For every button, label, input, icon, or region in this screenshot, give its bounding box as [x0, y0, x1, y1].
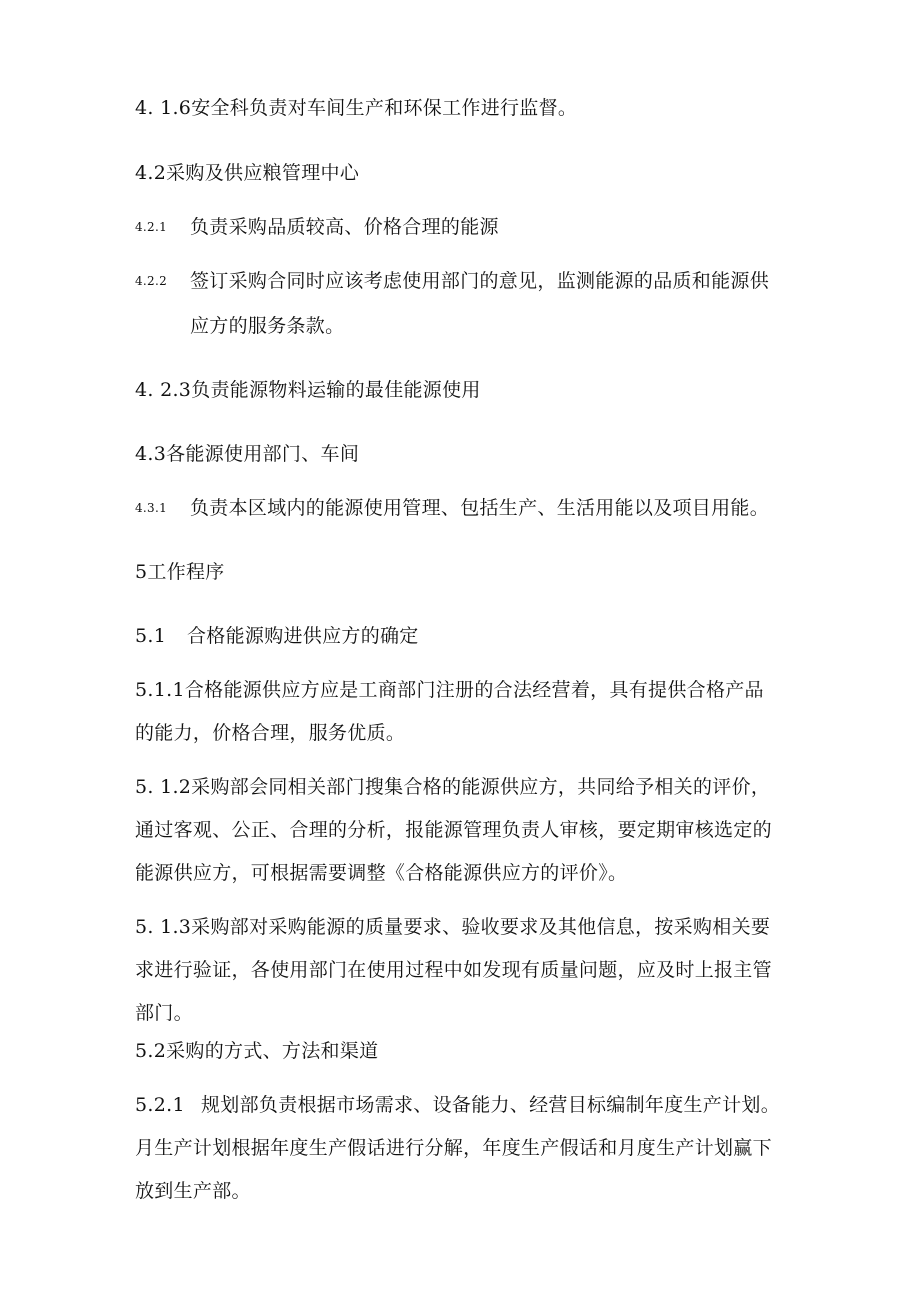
- heading-5: 5工作程序: [135, 561, 225, 583]
- heading-4-3: 4.3各能源使用部门、车间: [135, 443, 360, 465]
- section-number: 5.1: [135, 625, 167, 647]
- paragraph-text: 安全科负责对车间生产和环保工作进行监督。: [191, 97, 578, 119]
- heading-5-2: 5.2采购的方式、方法和渠道: [135, 1040, 379, 1062]
- paragraph-text: 负责采购品质较高、价格合理的能源: [190, 216, 499, 238]
- paragraph-text: 负责本区域内的能源使用管理、包括生产、生活用能以及项目用能。: [190, 497, 770, 519]
- paragraph-5-2-1-line2: 月生产计划根据年度生产假话进行分解，年度生产假话和月度生产计划赢下: [135, 1137, 772, 1159]
- section-number: 4.3.1: [135, 501, 168, 515]
- section-number: 4. 2.3: [135, 379, 192, 401]
- paragraph-4-2-3: [135, 379, 481, 401]
- paragraph-5-2-1-line1: [135, 1094, 780, 1116]
- paragraph-4-2-2-line2: 应方的服务条款。: [190, 315, 345, 337]
- paragraph-5-1-2-line1: 5. 1.2采购部会同相关部门搜集合格的能源供应方，共同给予相关的评价，: [135, 776, 771, 798]
- section-number: 4. 1.6: [135, 97, 192, 119]
- paragraph-5-1-2-line2: 通过客观、公正、合理的分析，报能源管理负责人审核，要定期审核选定的: [135, 819, 772, 841]
- paragraph-4-3-1: [135, 497, 769, 519]
- paragraph-5-1-3-line2: 求进行验证，各使用部门在使用过程中如发现有质量问题，应及时上报主管: [135, 959, 772, 981]
- paragraph-text: 规划部负责根据市场需求、设备能力、经营目标编制年度生产计划。: [201, 1094, 781, 1116]
- paragraph-5-1: [135, 625, 419, 647]
- paragraph-5-1-3-line3: 部门。: [135, 1002, 193, 1024]
- paragraph-5-1-3-line1: 5. 1.3采购部对采购能源的质量要求、验收要求及其他信息，按采购相关要: [135, 916, 771, 938]
- paragraph-text: 签订采购合同时应该考虑使用部门的意见，监测能源的品质和能源供: [190, 270, 770, 292]
- paragraph-text: 负责能源物料运输的最佳能源使用: [191, 379, 481, 401]
- section-number: 5.2.1: [135, 1094, 185, 1116]
- paragraph-4-2-1: [135, 216, 499, 238]
- paragraph-5-1-2-line3: 能源供应方，可根据需要调整《合格能源供应方的评价》。: [135, 862, 628, 884]
- paragraph-5-1-1-line1: 5.1.1合格能源供应方应是工商部门注册的合法经营着，具有提供合格产品: [135, 679, 764, 701]
- heading-4-2: 4.2采购及供应粮管理中心: [135, 162, 360, 184]
- paragraph-5-1-1-line2: 的能力，价格合理，服务优质。: [135, 722, 406, 744]
- paragraph-text: 合格能源购进供应方的确定: [187, 625, 419, 647]
- section-number: 4.2.2: [135, 274, 168, 288]
- paragraph-4-1-6: [135, 97, 577, 119]
- section-number: 4.2.1: [135, 220, 168, 234]
- paragraph-4-2-2-line1: [135, 270, 769, 292]
- paragraph-5-2-1-line3: 放到生产部。: [135, 1180, 251, 1202]
